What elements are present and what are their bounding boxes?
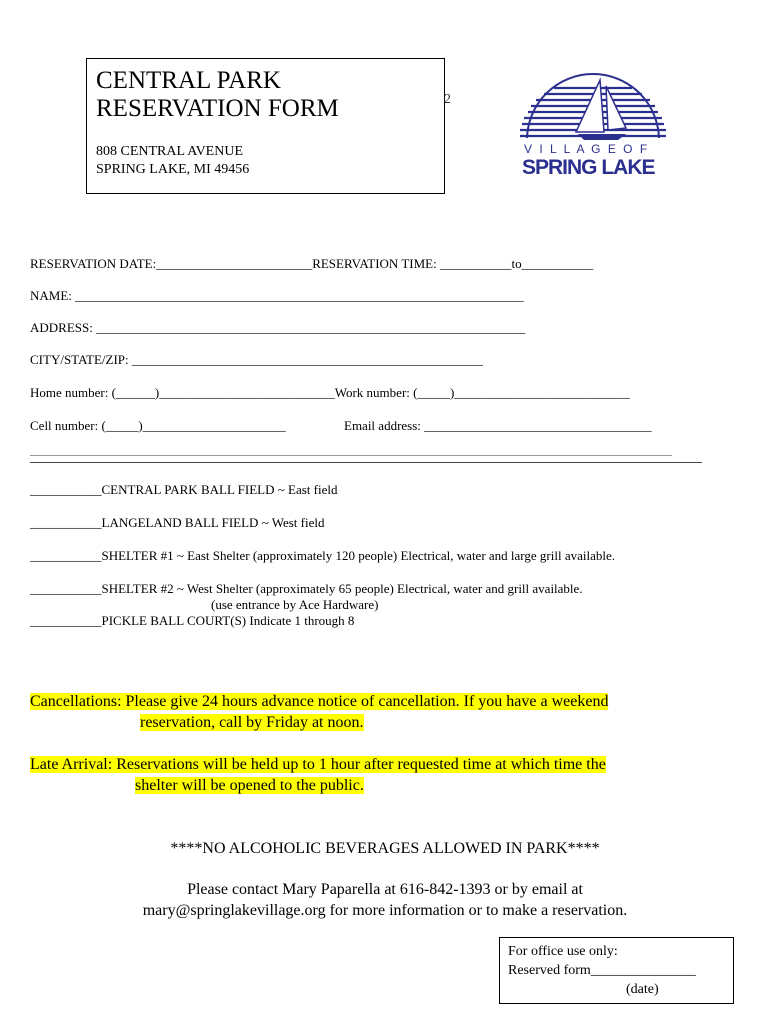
option-shelter-2[interactable]: ___________SHELTER #2 ~ West Shelter (approximately 65 people) Electrical, water and grill available. [30,581,583,596]
office-use-label: For office use only: [508,944,618,959]
address-field[interactable]: ADDRESS: __________________________________________________________________ [30,320,526,335]
stray-mark: 2 [444,92,451,107]
name-field[interactable]: NAME: _____________________________________________________________________ [30,288,524,303]
option-langeland-ball-field[interactable]: ___________LANGELAND BALL FIELD ~ West field [30,515,325,530]
date-label: (date) [626,982,659,997]
option-central-park-ball-field[interactable]: ___________CENTRAL PARK BALL FIELD ~ East field [30,482,338,497]
form-title-line1: CENTRAL PARK [96,67,281,94]
reservation-date-field[interactable]: RESERVATION DATE:________________________RESERVATION TIME: ___________to___________ [30,256,594,271]
option-shelter-1[interactable]: ___________SHELTER #1 ~ East Shelter (approximately 120 people) Electrical, water and large grill available. [30,548,616,563]
phone-numbers-field[interactable]: Home number: (______)___________________________Work number: (_____)___________________________ [30,385,630,400]
logo-village-of: V I L L A G E O F [524,142,650,156]
contact-line1: Please contact Mary Paparella at 616-842-1393 or by email at [187,881,583,898]
village-logo [518,72,668,182]
shelter-2-entrance-note: (use entrance by Ace Hardware) [211,597,379,612]
city-state-zip-field[interactable]: CITY/STATE/ZIP: ______________________________________________________ [30,352,483,367]
reserved-form-field[interactable]: Reserved form_______________ [508,963,696,978]
logo-spring-lake: SPRING LAKE [522,156,655,179]
late-arrival-notice-line1: Late Arrival: Reservations will be held up to 1 hour after requested time at which time the [30,756,606,773]
email-field[interactable]: Email address: ___________________________________ [344,418,652,433]
contact-line2: mary@springlakevillage.org for more information or to make a reservation. [142,902,628,919]
form-title-line2: RESERVATION FORM [96,95,339,122]
address-line2: SPRING LAKE, MI 49456 [96,162,250,177]
divider-dark [30,462,702,463]
cancellation-notice-line2: reservation, call by Friday at noon. [140,714,364,731]
divider-light [30,455,672,456]
address-line1: 808 CENTRAL AVENUE [96,144,243,159]
no-alcohol-notice: ****NO ALCOHOLIC BEVERAGES ALLOWED IN PARK**** [170,840,600,857]
cell-number-field[interactable]: Cell number: (_____)______________________ [30,418,286,433]
office-use-box [499,937,734,1004]
late-arrival-notice-line2: shelter will be opened to the public. [135,777,364,794]
title-box [86,58,445,194]
option-pickle-ball-court[interactable]: ___________PICKLE BALL COURT(S) Indicate 1 through 8 [30,613,355,628]
cancellation-notice-line1: Cancellations: Please give 24 hours advance notice of cancellation. If you have a weekend [30,693,609,710]
